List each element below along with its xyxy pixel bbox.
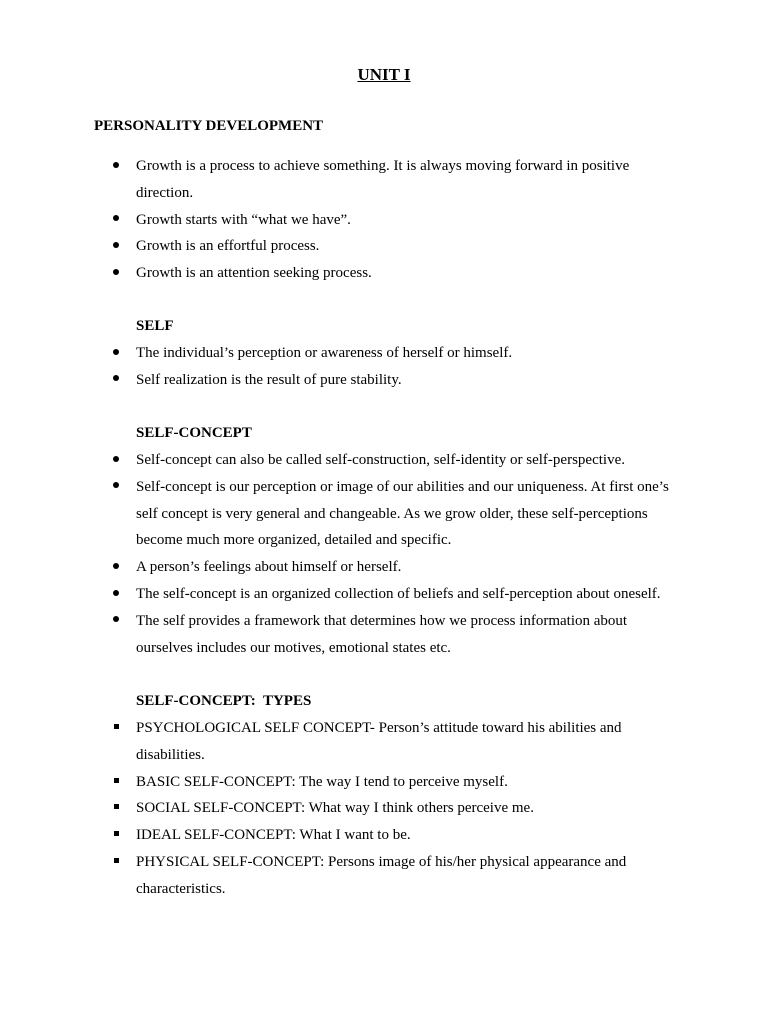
square-bullet-icon [111,822,121,849]
list-item-text: A person’s feelings about himself or herself. [136,559,402,576]
list-item [136,715,636,769]
bullet-icon [111,581,121,608]
list-item [136,153,636,207]
bullet-icon [111,367,121,394]
list-item [136,822,681,849]
list-item-text: Self realization is the result of pure stability. [136,371,402,388]
list-item [136,795,681,822]
bullet-icon [111,608,121,635]
square-bullet-icon [111,795,121,822]
list-item [136,581,681,608]
self-concept-types-section [0,688,768,903]
list-item-text: Self-concept is our perception or image of our abilities and our uniqueness. At first one’s self concept is very general and changeable. As we grow older, these self-perceptions become much more organized, detailed and specific. [136,478,669,549]
list-item-text: Self-concept can also be called self-construction, self-identity or self-perspective. [136,452,625,468]
list-item-text: Growth is a process to achieve something. It is always moving forward in positive direction. [136,158,630,201]
list-item [136,207,681,234]
unit-title: UNIT I [357,65,411,84]
list-item [136,554,681,581]
square-bullet-icon [111,769,121,796]
bullet-icon [111,554,121,581]
list-item [136,340,681,367]
self-concept-types-heading: SELF-CONCEPT: TYPES [136,693,312,709]
list-item-text: BASIC SELF-CONCEPT: The way I tend to perceive myself. [136,773,508,790]
self-concept-types-list [0,715,768,903]
self-heading: SELF [136,318,174,334]
self-concept-section [0,420,768,661]
list-item [136,474,681,554]
list-item [136,608,636,662]
growth-list [0,153,768,287]
list-item [136,447,681,474]
list-item [136,233,681,260]
bullet-icon [111,207,121,234]
bullet-icon [111,474,121,501]
list-item-text: PSYCHOLOGICAL SELF CONCEPT- Person’s attitude toward his abilities and disabilities. [136,720,622,763]
list-item-text: Growth is an attention seeking process. [136,265,372,282]
bullet-icon [111,447,121,474]
list-item-text: PHYSICAL SELF-CONCEPT: Persons image of his/her physical appearance and characteristics. [136,853,627,897]
list-item [136,260,681,287]
list-item [136,849,636,903]
bullet-icon [111,233,121,260]
self-section [0,313,768,394]
list-item-text: The self provides a framework that determines how we process information about ourselves includes our motives, emotional states etc. [136,612,628,656]
bullet-icon [111,340,121,367]
personality-development-heading: PERSONALITY DEVELOPMENT [94,118,324,134]
bullet-icon [111,260,121,287]
self-concept-list [0,447,768,661]
list-item-text: SOCIAL SELF-CONCEPT: What way I think others perceive me. [136,800,534,817]
list-item-text: Growth is an effortful process. [136,238,320,255]
list-item-text: Growth starts with “what we have”. [136,211,351,228]
square-bullet-icon [111,715,121,742]
self-concept-heading: SELF-CONCEPT [136,425,252,441]
self-list [0,340,768,394]
list-item-text: The individual’s perception or awareness of herself or himself. [136,345,513,361]
growth-section [0,153,768,287]
bullet-icon [111,153,121,180]
list-item-text: The self-concept is an organized collection of beliefs and self-perception about oneself. [136,585,661,602]
list-item-text: IDEAL SELF-CONCEPT: What I want to be. [136,827,411,844]
list-item [136,769,681,796]
square-bullet-icon [111,849,121,876]
list-item [136,367,681,394]
